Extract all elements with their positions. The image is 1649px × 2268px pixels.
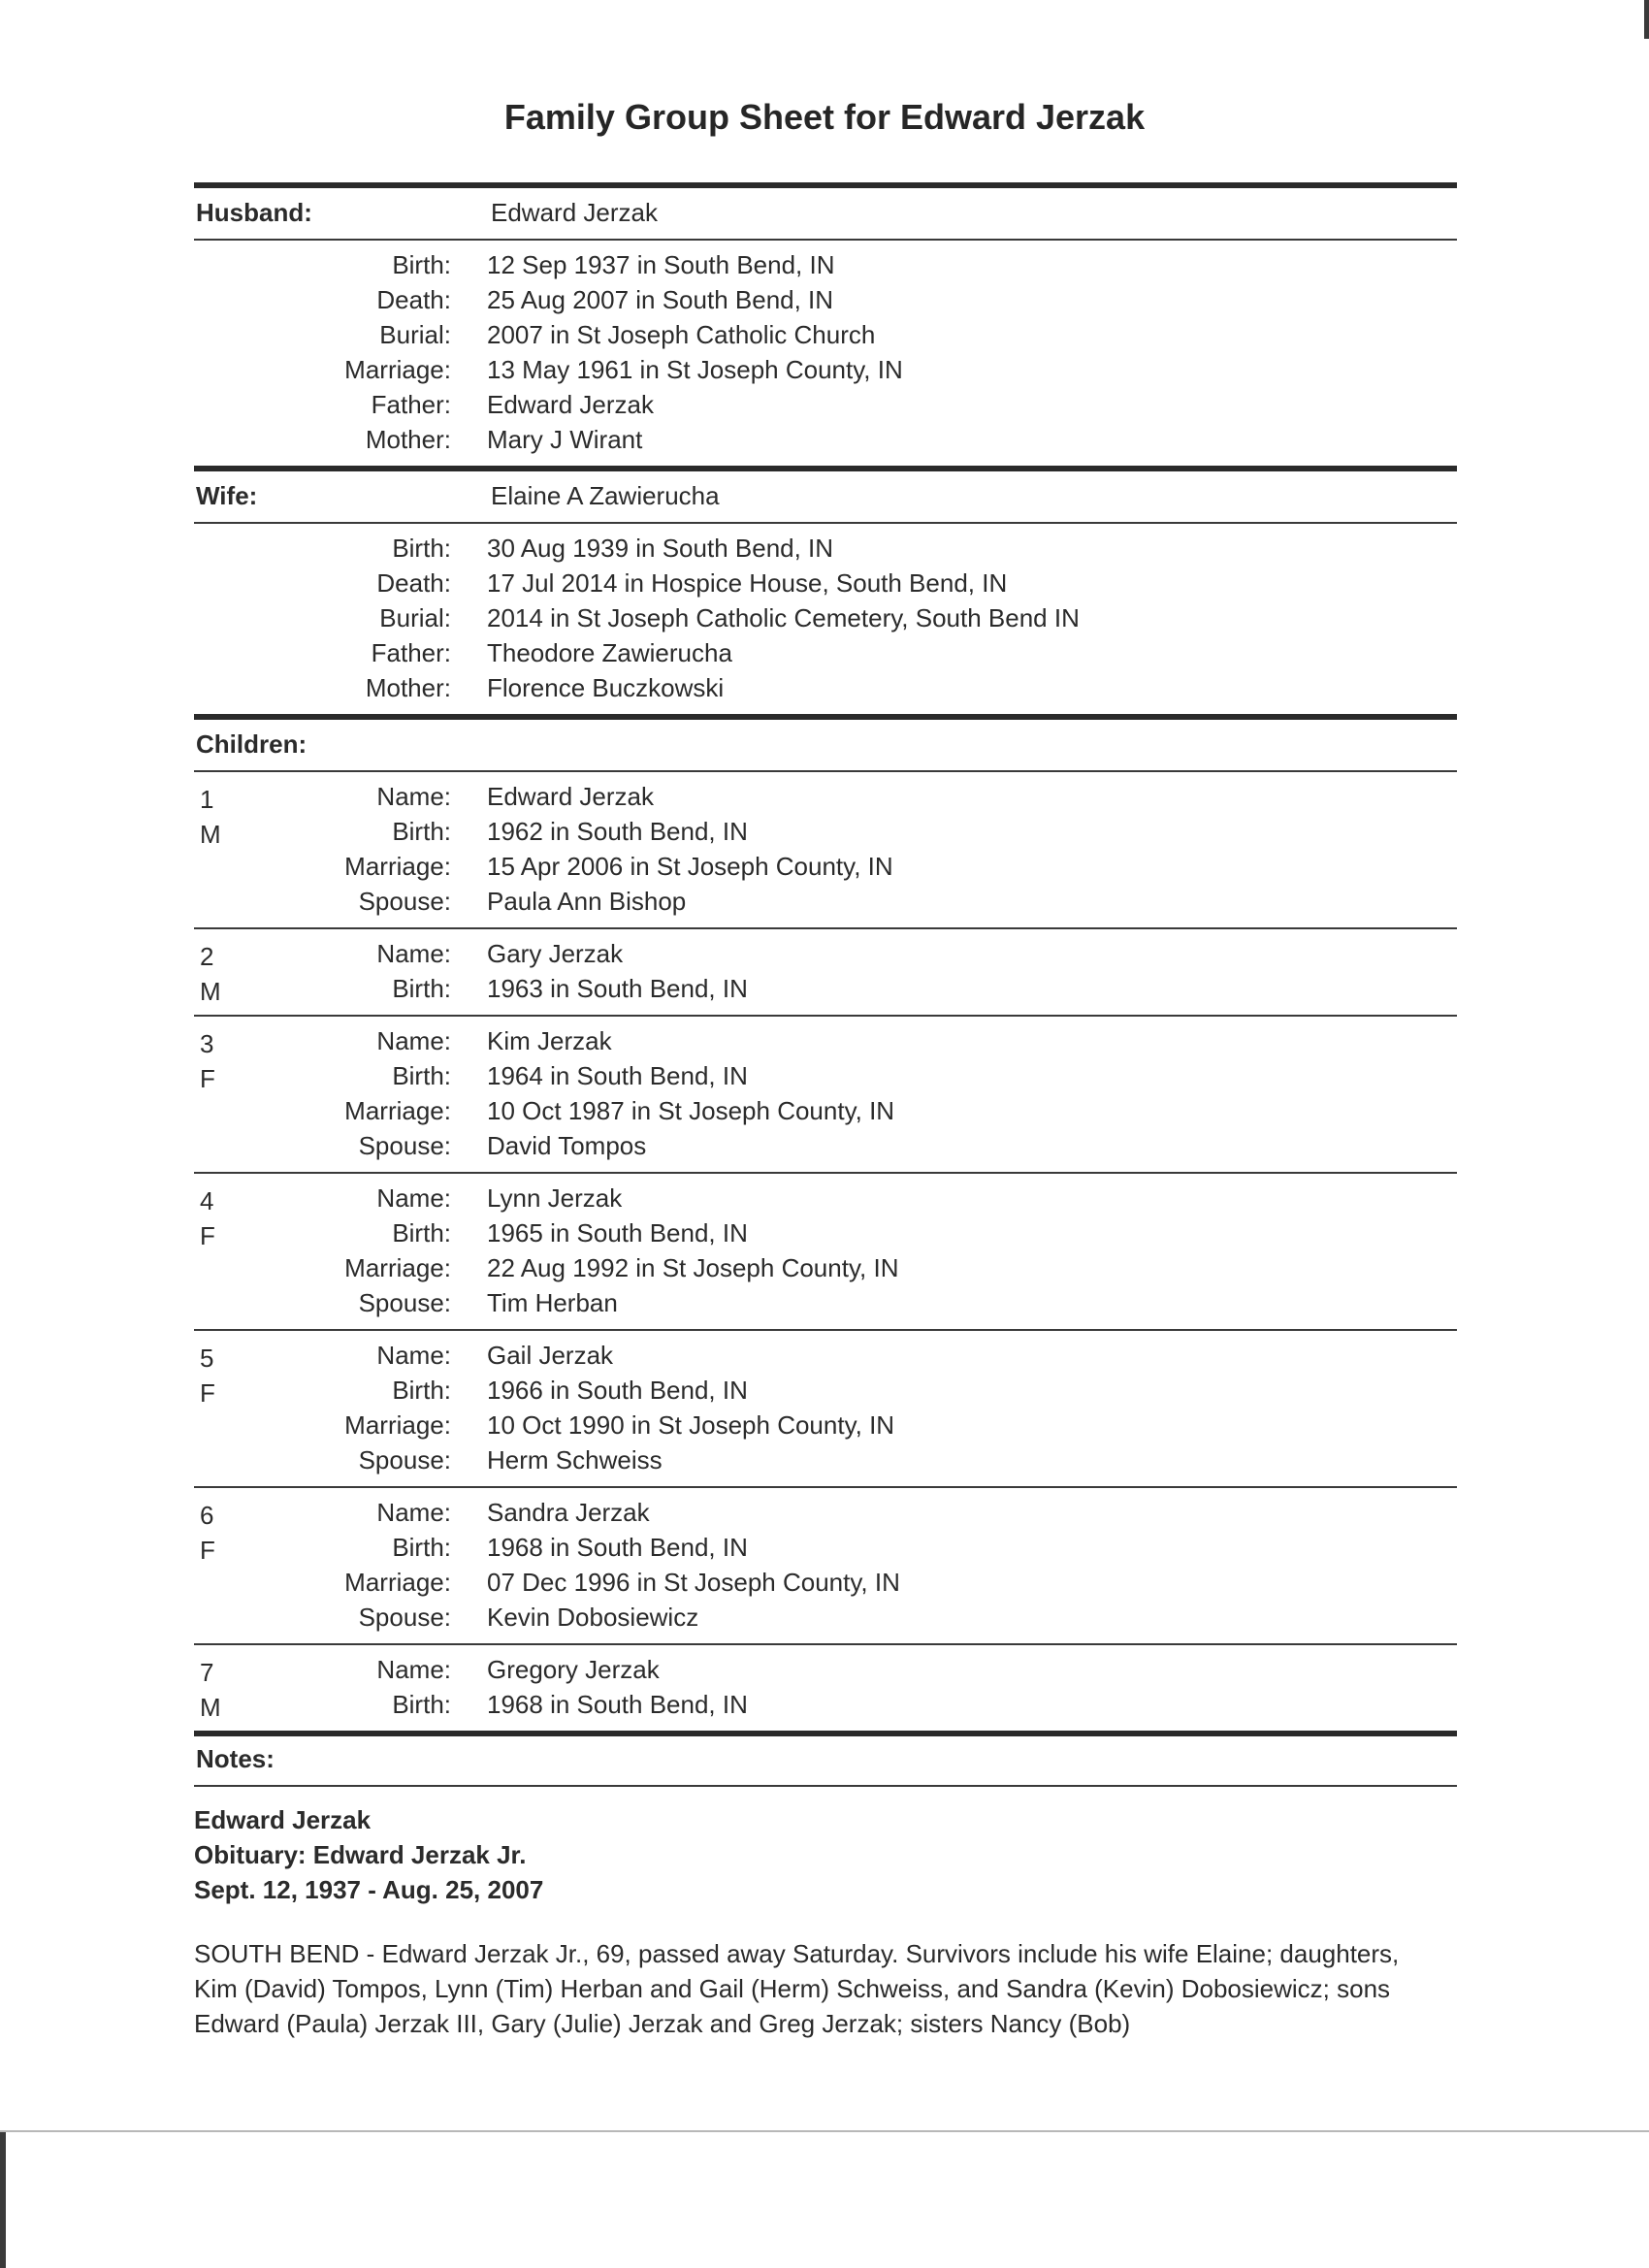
- notes-dates: Sept. 12, 1937 - Aug. 25, 2007: [194, 1875, 544, 1904]
- fact-value: Gary Jerzak: [487, 939, 624, 968]
- fact-value: 2007 in St Joseph Catholic Church: [487, 320, 876, 349]
- child-facts: [194, 1331, 1457, 1486]
- fact-row: [194, 1445, 1457, 1480]
- fact-row: [194, 1498, 1457, 1533]
- fact-value: Mary J Wirant: [487, 425, 643, 454]
- fact-row: [194, 817, 1457, 852]
- children-header: [194, 720, 1457, 770]
- fact-value: 1966 in South Bend, IN: [487, 1376, 748, 1405]
- fact-key: Marriage:: [344, 1096, 451, 1125]
- fact-key: Birth:: [392, 250, 451, 279]
- fact-row: [194, 1410, 1457, 1445]
- fact-value: David Tompos: [487, 1131, 647, 1160]
- fact-row: [194, 425, 1457, 460]
- fact-row: [194, 1603, 1457, 1637]
- child-entry: [194, 929, 1457, 1015]
- fact-key: Marriage:: [344, 1410, 451, 1440]
- fact-key: Father:: [371, 390, 451, 419]
- fact-key: Spouse:: [358, 1603, 451, 1632]
- fact-key: Birth:: [392, 1061, 451, 1090]
- child-entry: [194, 772, 1457, 927]
- fact-value: Sandra Jerzak: [487, 1498, 650, 1527]
- wife-name: Elaine A Zawierucha: [491, 481, 720, 510]
- fact-row: [194, 852, 1457, 887]
- child-number: 7: [200, 1658, 214, 1687]
- fact-value: 15 Apr 2006 in St Joseph County, IN: [487, 852, 893, 881]
- fact-value: 1964 in South Bend, IN: [487, 1061, 748, 1090]
- fact-row: [194, 355, 1457, 390]
- fact-row: [194, 638, 1457, 673]
- child-entry: [194, 1331, 1457, 1486]
- child-sex: F: [200, 1221, 215, 1250]
- fact-row: [194, 1655, 1457, 1690]
- fact-row: [194, 1131, 1457, 1166]
- fact-row: [194, 285, 1457, 320]
- fact-key: Birth:: [392, 1376, 451, 1405]
- fact-value: 1968 in South Bend, IN: [487, 1690, 748, 1719]
- fact-row: [194, 568, 1457, 603]
- fact-value: 2014 in St Joseph Catholic Cemetery, South Bend IN: [487, 603, 1080, 632]
- child-facts: [194, 1174, 1457, 1329]
- child-entry: [194, 1645, 1457, 1731]
- fact-value: Gail Jerzak: [487, 1341, 614, 1370]
- fact-row: [194, 603, 1457, 638]
- fact-value: 12 Sep 1937 in South Bend, IN: [487, 250, 835, 279]
- fact-key: Birth:: [392, 1690, 451, 1719]
- child-sex: M: [200, 1693, 221, 1722]
- fact-key: Marriage:: [344, 355, 451, 384]
- child-entry: [194, 1017, 1457, 1172]
- fact-value: Herm Schweiss: [487, 1445, 663, 1474]
- scan-border-line: [0, 2130, 1649, 2132]
- fact-key: Mother:: [365, 425, 451, 454]
- child-entry: [194, 1174, 1457, 1329]
- fact-value: Edward Jerzak: [487, 390, 654, 419]
- child-number: 2: [200, 942, 214, 971]
- husband-label: Husband:: [196, 198, 312, 227]
- fact-key: Birth:: [392, 1218, 451, 1247]
- child-number: 5: [200, 1344, 214, 1373]
- fact-key: Marriage:: [344, 1253, 451, 1282]
- notes-body: [194, 1787, 1457, 2041]
- children-label: Children:: [196, 729, 307, 759]
- fact-key: Spouse:: [358, 1445, 451, 1474]
- child-number: 4: [200, 1186, 214, 1215]
- child-facts: [194, 1488, 1457, 1643]
- fact-key: Name:: [376, 1655, 451, 1684]
- fact-row: [194, 1061, 1457, 1096]
- fact-key: Burial:: [379, 603, 451, 632]
- fact-row: [194, 1183, 1457, 1218]
- fact-value: Edward Jerzak: [487, 782, 654, 811]
- fact-row: [194, 673, 1457, 708]
- husband-name: Edward Jerzak: [491, 198, 658, 227]
- fact-row: [194, 1096, 1457, 1131]
- fact-key: Birth:: [392, 534, 451, 563]
- fact-value: 1963 in South Bend, IN: [487, 974, 748, 1003]
- fact-row: [194, 1288, 1457, 1323]
- fact-row: [194, 534, 1457, 568]
- fact-key: Name:: [376, 1341, 451, 1370]
- fact-key: Marriage:: [344, 852, 451, 881]
- fact-value: Lynn Jerzak: [487, 1183, 623, 1213]
- husband-facts: [194, 241, 1457, 466]
- husband-header: [194, 188, 1457, 239]
- wife-label: Wife:: [196, 481, 258, 510]
- fact-row: [194, 1218, 1457, 1253]
- child-entry: [194, 1488, 1457, 1643]
- fact-key: Spouse:: [358, 887, 451, 916]
- child-number: 6: [200, 1501, 214, 1530]
- fact-key: Mother:: [365, 673, 451, 702]
- fact-key: Name:: [376, 1183, 451, 1213]
- scan-edge-shadow: [0, 2132, 6, 2268]
- fact-key: Death:: [376, 568, 451, 598]
- fact-key: Burial:: [379, 320, 451, 349]
- child-facts: [194, 1645, 1457, 1731]
- child-number: 3: [200, 1029, 214, 1058]
- fact-value: Gregory Jerzak: [487, 1655, 660, 1684]
- child-sex: M: [200, 820, 221, 849]
- fact-key: Spouse:: [358, 1131, 451, 1160]
- fact-row: [194, 390, 1457, 425]
- fact-value: Kim Jerzak: [487, 1026, 612, 1055]
- fact-value: 10 Oct 1987 in St Joseph County, IN: [487, 1096, 895, 1125]
- child-sex: F: [200, 1536, 215, 1565]
- wife-header: [194, 471, 1457, 522]
- fact-value: Paula Ann Bishop: [487, 887, 687, 916]
- fact-row: [194, 974, 1457, 1009]
- fact-row: [194, 1376, 1457, 1410]
- fact-key: Marriage:: [344, 1568, 451, 1597]
- fact-value: 22 Aug 1992 in St Joseph County, IN: [487, 1253, 899, 1282]
- child-facts: [194, 1017, 1457, 1172]
- fact-value: 1965 in South Bend, IN: [487, 1218, 748, 1247]
- wife-facts: [194, 524, 1457, 714]
- child-sex: F: [200, 1378, 215, 1408]
- fact-row: [194, 1690, 1457, 1725]
- fact-key: Father:: [371, 638, 451, 667]
- child-sex: M: [200, 977, 221, 1006]
- notes-name: Edward Jerzak: [194, 1805, 372, 1834]
- fact-row: [194, 1026, 1457, 1061]
- scan-edge-mark: [1644, 0, 1649, 39]
- fact-value: Florence Buczkowski: [487, 673, 725, 702]
- child-sex: F: [200, 1064, 215, 1093]
- page-title: Family Group Sheet for Edward Jerzak: [503, 97, 1146, 137]
- child-facts: [194, 929, 1457, 1015]
- fact-key: Name:: [376, 1498, 451, 1527]
- fact-value: Kevin Dobosiewicz: [487, 1603, 699, 1632]
- family-group-sheet: [194, 182, 1457, 2041]
- fact-value: Tim Herban: [487, 1288, 618, 1317]
- fact-key: Name:: [376, 1026, 451, 1055]
- fact-row: [194, 887, 1457, 922]
- fact-value: 13 May 1961 in St Joseph County, IN: [487, 355, 903, 384]
- obituary-text: SOUTH BEND - Edward Jerzak Jr., 69, passed away Saturday. Survivors include his wife Elaine; daughters, Kim (David) Tompos, Lynn (Tim) Herban and Gail (Herm) Schweiss, and Sandra (Kevin) Dobosiewicz; sons Edward (Paula) Jerzak III, Gary (Julie) Jerzak and Greg Jerzak; sisters Nancy (Bob): [194, 1939, 1400, 2038]
- fact-row: [194, 1341, 1457, 1376]
- child-facts: [194, 772, 1457, 927]
- notes-label: Notes:: [196, 1744, 275, 1773]
- notes-obituary-title: Obituary: Edward Jerzak Jr.: [194, 1840, 527, 1869]
- fact-value: 10 Oct 1990 in St Joseph County, IN: [487, 1410, 895, 1440]
- notes-header: [194, 1736, 1457, 1785]
- fact-key: Name:: [376, 782, 451, 811]
- fact-row: [194, 1568, 1457, 1603]
- fact-row: [194, 320, 1457, 355]
- fact-value: 07 Dec 1996 in St Joseph County, IN: [487, 1568, 900, 1597]
- fact-key: Birth:: [392, 817, 451, 846]
- fact-value: 17 Jul 2014 in Hospice House, South Bend, IN: [487, 568, 1008, 598]
- fact-row: [194, 782, 1457, 817]
- fact-row: [194, 1253, 1457, 1288]
- fact-key: Birth:: [392, 1533, 451, 1562]
- child-number: 1: [200, 785, 214, 814]
- fact-key: Death:: [376, 285, 451, 314]
- fact-value: 1968 in South Bend, IN: [487, 1533, 748, 1562]
- fact-row: [194, 250, 1457, 285]
- fact-row: [194, 1533, 1457, 1568]
- fact-key: Spouse:: [358, 1288, 451, 1317]
- fact-value: 1962 in South Bend, IN: [487, 817, 748, 846]
- fact-value: Theodore Zawierucha: [487, 638, 732, 667]
- fact-row: [194, 939, 1457, 974]
- fact-key: Name:: [376, 939, 451, 968]
- fact-key: Birth:: [392, 974, 451, 1003]
- fact-value: 30 Aug 1939 in South Bend, IN: [487, 534, 834, 563]
- fact-value: 25 Aug 2007 in South Bend, IN: [487, 285, 834, 314]
